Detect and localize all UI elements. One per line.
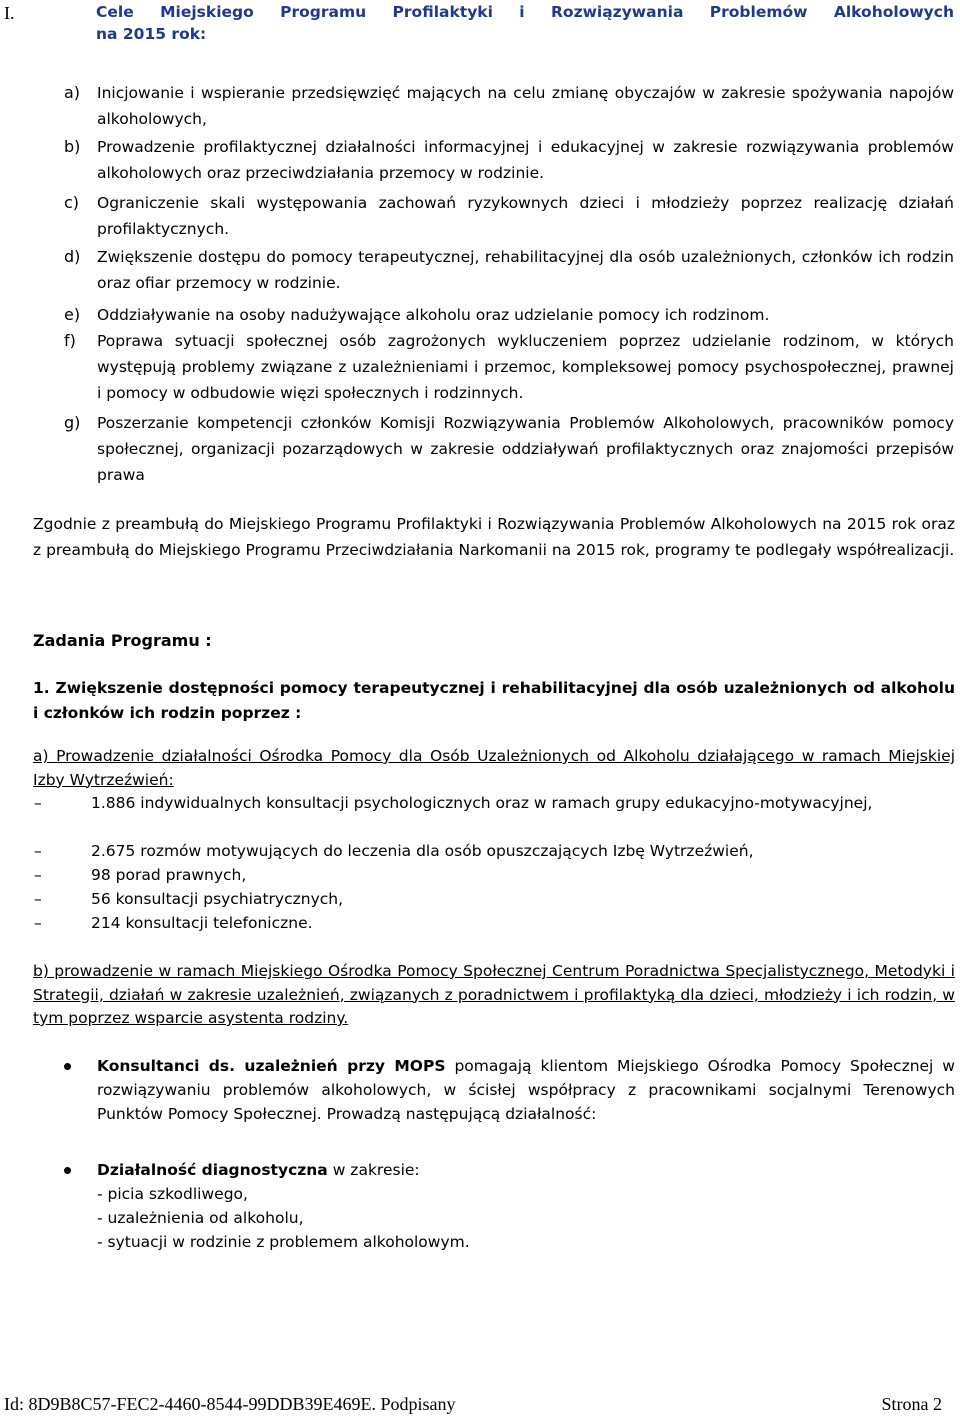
subsection-b-heading: b) prowadzenie w ramach Miejskiego Ośrodka Pomocy Społecznej Centrum Poradnictwa Specjalistycznego, Metodyki i Strategii, działań w zakresie uzależnień, związanych z poradnictwem i profilaktyką dla dzieci, młodzieży i ich rodzin, w tym poprzez wsparcie asystenta rodziny. [33,962,955,1027]
task-1: 1. Zwiększenie dostępności pomocy terapeutycznej i rehabilitacyjnej dla osób uzależnionych od alkoholu i członków ich rodzin poprzez : [33,679,955,722]
bullet-text [97,1158,955,1182]
list-item-text: 214 konsultacji telefoniczne. [91,914,313,932]
bullet-icon [64,1063,71,1070]
subsection-a-heading: a) Prowadzenie działalności Ośrodka Pomocy dla Osób Uzależnionych od Alkoholu działającego w ramach Miejskiej Izby Wytrzeźwień: [33,747,955,789]
bullet-text [97,1054,955,1126]
page-footer [0,1392,960,1416]
bullet-body-text: w zakresie: [327,1161,420,1179]
dash-marker: – [34,866,42,884]
goal-label: f) [64,331,76,350]
bullet-bold-text: Konsultanci ds. uzależnień przy MOPS [97,1057,446,1075]
preamble-paragraph: Zgodnie z preambułą do Miejskiego Programu Profilaktyki i Rozwiązywania Problemów Alkoholowych na 2015 rok oraz z preambułą do Miejskiego Programu Przeciwdziałania Narkomanii na 2015 rok, programy te podlegały współrealizacji. [33,515,955,559]
tasks-heading: Zadania Programu : [33,631,212,650]
goal-label: a) [64,83,81,102]
dash-marker: – [34,890,42,908]
goal-text: Poszerzanie kompetencji członków Komisji Rozwiązywania Problemów Alkoholowych, pracowników pomocy społecznej, organizacji pozarządowych w zakresie oddziaływań profilaktycznych oraz znajomości przepisów prawa [97,414,954,484]
goal-text: Zwiększenie dostępu do pomocy terapeutycznej, rehabilitacyjnej dla osób uzależnionych, członków ich rodzin oraz ofiar przemocy w rodzinie. [97,248,954,292]
bullet-bold-text: Działalność diagnostyczna [97,1161,328,1179]
goal-label: d) [64,247,81,266]
diagnostic-item-text: - uzależnienia od alkoholu, [97,1209,304,1227]
section-title [0,0,960,46]
section-title-line2: na 2015 rok: [96,25,207,43]
dash-marker: – [34,842,42,860]
section-title-line1: Cele Miejskiego Programu Profilaktyki i Rozwiązywania Problemów Alkoholowych [96,3,954,21]
section-number: I. [4,3,15,23]
document-id: Id: 8D9B8C57-FEC2-4460-8544-99DDB39E469E. Podpisany [4,1394,456,1414]
goal-label: g) [64,413,81,432]
list-item-text: 1.886 indywidualnych konsultacji psychologicznych oraz w ramach grupy edukacyjno-motywacyjnej, [91,794,873,812]
goal-text: Ograniczenie skali występowania zachowań ryzykownych dzieci i młodzieży poprzez realizację działań profilaktycznych. [97,194,954,238]
goal-text: Prowadzenie profilaktycznej działalności informacyjnej i edukacyjnej w zakresie rozwiązywania problemów alkoholowych oraz przeciwdziałania przemocy w rodzinie. [97,138,954,182]
dash-marker: – [34,794,42,812]
goal-label: b) [64,137,81,156]
dash-marker: – [34,914,42,932]
goal-label: c) [64,193,80,212]
goal-text: Oddziaływanie na osoby nadużywające alkoholu oraz udzielanie pomocy ich rodzinom. [97,306,770,324]
goal-text: Inicjowanie i wspieranie przedsięwzięć mających na celu zmianę obyczajów w zakresie spożywania napojów alkoholowych, [97,84,954,128]
goal-label: e) [64,305,81,324]
list-item-text: 56 konsultacji psychiatrycznych, [91,890,344,908]
diagnostic-item-text: - picia szkodliwego, [97,1185,248,1203]
diagnostic-item-text: - sytuacji w rodzinie z problemem alkoholowym. [97,1233,470,1251]
bullet-icon [64,1167,71,1174]
list-item-text: 2.675 rozmów motywujących do leczenia dla osób opuszczających Izbę Wytrzeźwień, [91,842,754,860]
page-number: Strona 2 [881,1394,942,1414]
list-item-text: 98 porad prawnych, [91,866,247,884]
goal-text: Poprawa sytuacji społecznej osób zagrożonych wykluczeniem poprzez udzielanie rodzinom, w których występują problemy związane z uzależnieniami i przemoc, kompleksowej pomocy psychospołecznej, prawnej i pomocy w odbudowie więzi społecznych i rodzinnych. [97,332,954,402]
bullet-body-text: pomagają klientom Miejskiego Ośrodka Pomocy Społecznej w rozwiązywaniu problemów alkoholowych, w ścisłej współpracy z pracownikami socjalnymi Terenowych Punktów Pomocy Społecznej. Prowadzą następującą działalność: [97,1057,955,1123]
